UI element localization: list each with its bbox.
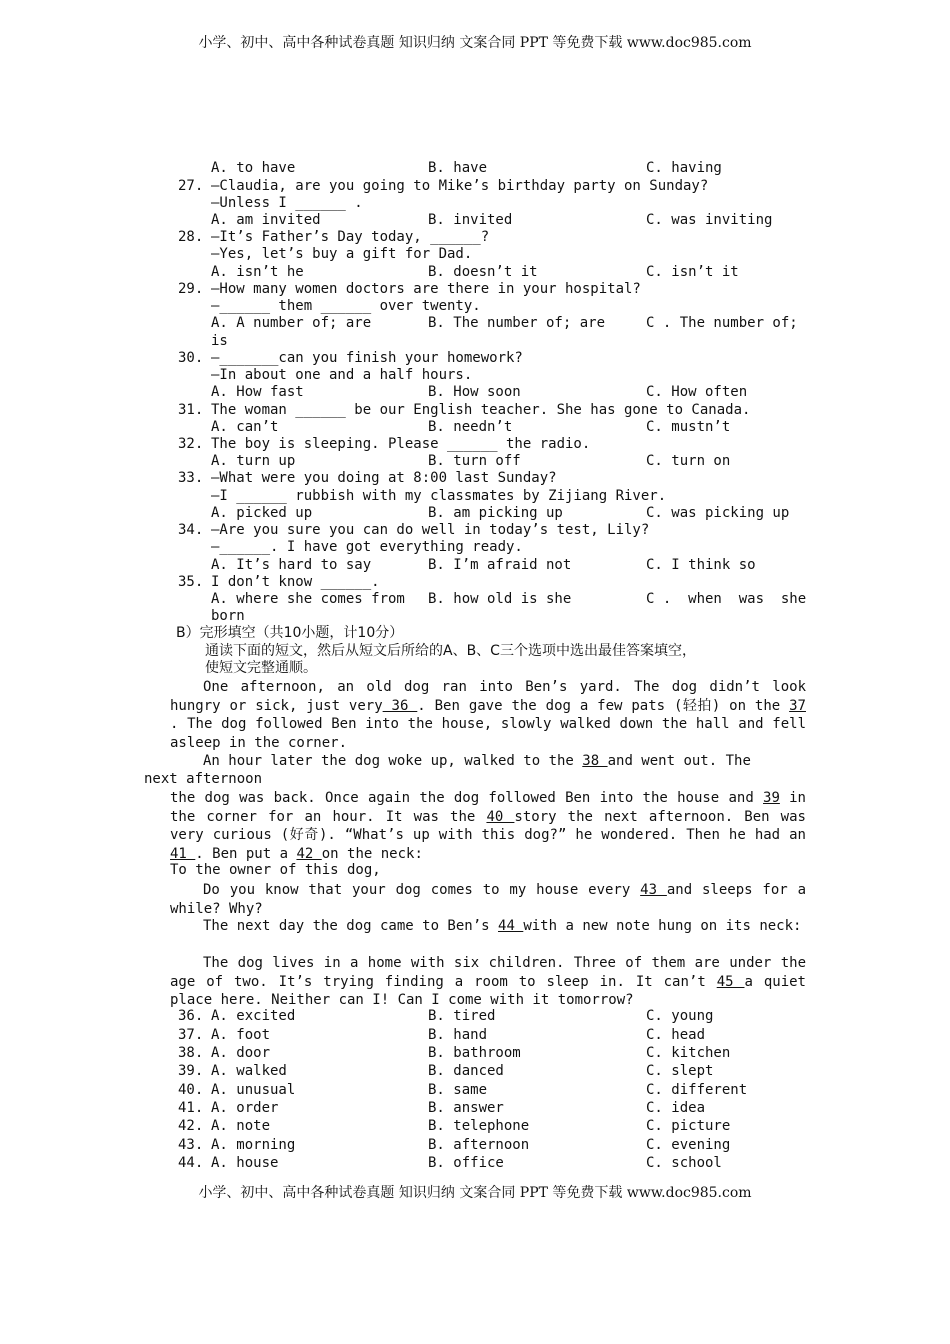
section-b-title: B）完形填空（共10小题，计10分） bbox=[176, 625, 404, 641]
option-c-continued: is bbox=[211, 333, 228, 349]
q32-options bbox=[0, 453, 950, 470]
section-b-instruction: 通读下面的短文，然后从短文后所给的A、B、C三个选项中选出最佳答案填空， bbox=[205, 643, 696, 659]
question-33 bbox=[0, 470, 950, 487]
question-number: 32. bbox=[178, 436, 204, 452]
answer-row-37 bbox=[0, 1027, 950, 1044]
question-30-line2 bbox=[0, 367, 950, 384]
question-33-line2 bbox=[0, 488, 950, 505]
question-text: —I ______ rubbish with my classmates by Zijiang River. bbox=[211, 488, 667, 504]
option-c: C. slept bbox=[646, 1063, 714, 1079]
option-c: C. picture bbox=[646, 1118, 731, 1134]
option-a: A. order bbox=[211, 1100, 279, 1116]
passage-paragraph-next-day: The next day the dog came to Ben’s 44 with a new note hung on its neck: bbox=[203, 918, 802, 934]
option-b: B. How soon bbox=[428, 384, 521, 400]
question-number: 39. bbox=[178, 1063, 204, 1079]
option-c: C. evening bbox=[646, 1137, 731, 1153]
q35-options-wrap bbox=[0, 608, 950, 625]
option-b: B. doesn’t it bbox=[428, 264, 538, 280]
option-a: A. note bbox=[211, 1118, 271, 1134]
option-b: B. The number of; are bbox=[428, 315, 606, 331]
question-number: 41. bbox=[178, 1100, 204, 1116]
option-a: A. How fast bbox=[211, 384, 304, 400]
option-c: C. mustn’t bbox=[646, 419, 731, 435]
question-text: —In about one and a half hours. bbox=[211, 367, 473, 383]
option-b: B. invited bbox=[428, 212, 513, 228]
blank-39: 39 bbox=[763, 790, 780, 806]
question-number: 38. bbox=[178, 1045, 204, 1061]
note-salutation: To the owner of this dog, bbox=[170, 862, 381, 878]
blank-41: 41 bbox=[170, 845, 196, 862]
option-b: B. office bbox=[428, 1155, 504, 1171]
option-a: A. to have bbox=[211, 160, 296, 176]
q27-options bbox=[0, 212, 950, 229]
q26-options bbox=[0, 160, 950, 177]
page-header: 小学、初中、高中各种试卷真题 知识归纳 文案合同 PPT 等免费下载 www.doc985.com bbox=[198, 35, 752, 51]
question-number: 37. bbox=[178, 1027, 204, 1043]
q29-options bbox=[0, 315, 950, 332]
answer-row-43 bbox=[0, 1137, 950, 1154]
q29-options-wrap bbox=[0, 333, 950, 350]
option-c: C . The number of; bbox=[646, 315, 798, 331]
q30-options bbox=[0, 384, 950, 401]
q33-options bbox=[0, 505, 950, 522]
passage-paragraph-3: the dog was back. Once again the dog followed Ben into the house and 39 in the corner for an hour. It was the 40 story the next afternoon. Ben was very curious (好奇). “What’s up with this dog?” he wondered. Then he had an 41 . Ben put a 42 on the neck: bbox=[170, 790, 806, 862]
question-number: 30. bbox=[178, 350, 204, 366]
answer-row-39 bbox=[0, 1063, 950, 1080]
question-text: I don’t know ______. bbox=[211, 574, 380, 590]
question-text: —Yes, let’s buy a gift for Dad. bbox=[211, 246, 473, 262]
q35-options bbox=[0, 591, 950, 608]
option-b: B. I’m afraid not bbox=[428, 557, 572, 573]
blank-44: 44 bbox=[498, 918, 524, 934]
question-number: 44. bbox=[178, 1155, 204, 1171]
blank-45: 45 bbox=[716, 973, 745, 990]
question-number: 31. bbox=[178, 402, 204, 418]
question-30 bbox=[0, 350, 950, 367]
option-b: B. hand bbox=[428, 1027, 488, 1043]
q28-options bbox=[0, 264, 950, 281]
question-text: —______. I have got everything ready. bbox=[211, 539, 523, 555]
question-text: —Are you sure you can do well in today’s test, Lily? bbox=[211, 522, 650, 538]
question-34-line2 bbox=[0, 539, 950, 556]
option-a: A. excited bbox=[211, 1008, 296, 1024]
option-c: C. idea bbox=[646, 1100, 706, 1116]
option-b: B. bathroom bbox=[428, 1045, 521, 1061]
blank-36: 36 bbox=[382, 697, 418, 714]
option-a: A. am invited bbox=[211, 212, 321, 228]
question-text: —What were you doing at 8:00 last Sunday? bbox=[211, 470, 557, 486]
question-number: 27. bbox=[178, 178, 204, 194]
answer-row-40 bbox=[0, 1082, 950, 1099]
question-text: —_______can you finish your homework? bbox=[211, 350, 523, 366]
option-a: A. where she comes from bbox=[211, 591, 405, 607]
question-number: 28. bbox=[178, 229, 204, 245]
option-c: C. isn’t it bbox=[646, 264, 739, 280]
blank-37: 37 bbox=[789, 697, 806, 714]
option-b: B. afternoon bbox=[428, 1137, 530, 1153]
option-a: A. turn up bbox=[211, 453, 296, 469]
option-a: A. door bbox=[211, 1045, 271, 1061]
option-a: A. unusual bbox=[211, 1082, 296, 1098]
question-number: 42. bbox=[178, 1118, 204, 1134]
option-a: A. walked bbox=[211, 1063, 287, 1079]
question-number: 29. bbox=[178, 281, 204, 297]
option-b: B. telephone bbox=[428, 1118, 530, 1134]
question-27 bbox=[0, 178, 950, 195]
question-29-line2 bbox=[0, 298, 950, 315]
question-34 bbox=[0, 522, 950, 539]
option-a: A. It’s hard to say bbox=[211, 557, 372, 573]
option-c-continued: born bbox=[211, 608, 245, 624]
option-c: C. I think so bbox=[646, 557, 756, 573]
question-number: 36. bbox=[178, 1008, 204, 1024]
answer-row-38 bbox=[0, 1045, 950, 1062]
option-a: A. morning bbox=[211, 1137, 296, 1153]
question-27-line2 bbox=[0, 195, 950, 212]
question-number: 34. bbox=[178, 522, 204, 538]
option-b: B. am picking up bbox=[428, 505, 563, 521]
question-text: —Claudia, are you going to Mike’s birthday party on Sunday? bbox=[211, 178, 709, 194]
blank-42: 42 bbox=[296, 845, 322, 862]
blank-40: 40 bbox=[486, 808, 515, 825]
option-c: C. turn on bbox=[646, 453, 731, 469]
passage-paragraph-2-line2: next afternoon bbox=[144, 771, 263, 787]
option-c: C. kitchen bbox=[646, 1045, 731, 1061]
passage-paragraph-note: Do you know that your dog comes to my house every 43 and sleeps for a while? Why? bbox=[170, 882, 807, 917]
question-text: —It’s Father’s Day today, ______? bbox=[211, 229, 490, 245]
question-number: 35. bbox=[178, 574, 204, 590]
option-a: A. house bbox=[211, 1155, 279, 1171]
question-number: 40. bbox=[178, 1082, 204, 1098]
option-c: C. How often bbox=[646, 384, 748, 400]
question-text: —Unless I ______ . bbox=[211, 195, 363, 211]
option-a: A. foot bbox=[211, 1027, 271, 1043]
option-c: C. school bbox=[646, 1155, 722, 1171]
question-35 bbox=[0, 574, 950, 591]
q34-options bbox=[0, 557, 950, 574]
option-b: B. needn’t bbox=[428, 419, 513, 435]
option-a: A. isn’t he bbox=[211, 264, 304, 280]
blank-38: 38 bbox=[582, 753, 608, 769]
option-a: A. A number of; are bbox=[211, 315, 372, 331]
option-a: A. picked up bbox=[211, 505, 313, 521]
option-a: A. can’t bbox=[211, 419, 279, 435]
blank-43: 43 bbox=[640, 882, 667, 898]
option-c: C. having bbox=[646, 160, 722, 176]
page-footer: 小学、初中、高中各种试卷真题 知识归纳 文案合同 PPT 等免费下载 www.doc985.com bbox=[198, 1185, 752, 1201]
section-b-instruction-line2: 使短文完整通顺。 bbox=[205, 660, 317, 676]
answer-row-42 bbox=[0, 1118, 950, 1135]
option-c: C. head bbox=[646, 1027, 706, 1043]
option-b: B. turn off bbox=[428, 453, 521, 469]
question-text: —______ them ______ over twenty. bbox=[211, 298, 481, 314]
option-b: B. tired bbox=[428, 1008, 496, 1024]
question-text: The woman ______ be our English teacher. She has gone to Canada. bbox=[211, 402, 751, 418]
passage-paragraph-final: The dog lives in a home with six children. Three of them are under the age of two. It’s trying finding a room to sleep in. It can’t 45 a quiet place here. Neither can I! Can I come with it tomorrow? bbox=[170, 955, 806, 1008]
question-text: The boy is sleeping. Please ______ the radio. bbox=[211, 436, 591, 452]
passage-paragraph-2: An hour later the dog woke up, walked to the 38 and went out. The bbox=[203, 753, 751, 769]
option-c: C. was inviting bbox=[646, 212, 773, 228]
option-b: B. answer bbox=[428, 1100, 504, 1116]
option-c: C. young bbox=[646, 1008, 714, 1024]
q31-options bbox=[0, 419, 950, 436]
option-c: C . when was she bbox=[646, 591, 807, 607]
option-b: B. danced bbox=[428, 1063, 504, 1079]
question-29 bbox=[0, 281, 950, 298]
answer-row-41 bbox=[0, 1100, 950, 1117]
question-text: —How many women doctors are there in your hospital? bbox=[211, 281, 641, 297]
question-28 bbox=[0, 229, 950, 246]
question-28-line2 bbox=[0, 246, 950, 263]
option-c: C. was picking up bbox=[646, 505, 790, 521]
option-b: B. same bbox=[428, 1082, 488, 1098]
option-b: B. have bbox=[428, 160, 488, 176]
option-c: C. different bbox=[646, 1082, 748, 1098]
question-31 bbox=[0, 402, 950, 419]
passage-paragraph-1: One afternoon, an old dog ran into Ben’s yard. The dog didn’t look hungry or sick, just very 36 . Ben gave the dog a few pats (轻拍) on the 37 . The dog followed Ben into the house, slowly walked down the hall and fell asleep in the corner. bbox=[170, 679, 806, 751]
option-b: B. how old is she bbox=[428, 591, 572, 607]
question-32 bbox=[0, 436, 950, 453]
question-number: 33. bbox=[178, 470, 204, 486]
answer-row-44 bbox=[0, 1155, 950, 1172]
answer-row-36 bbox=[0, 1008, 950, 1025]
question-number: 43. bbox=[178, 1137, 204, 1153]
